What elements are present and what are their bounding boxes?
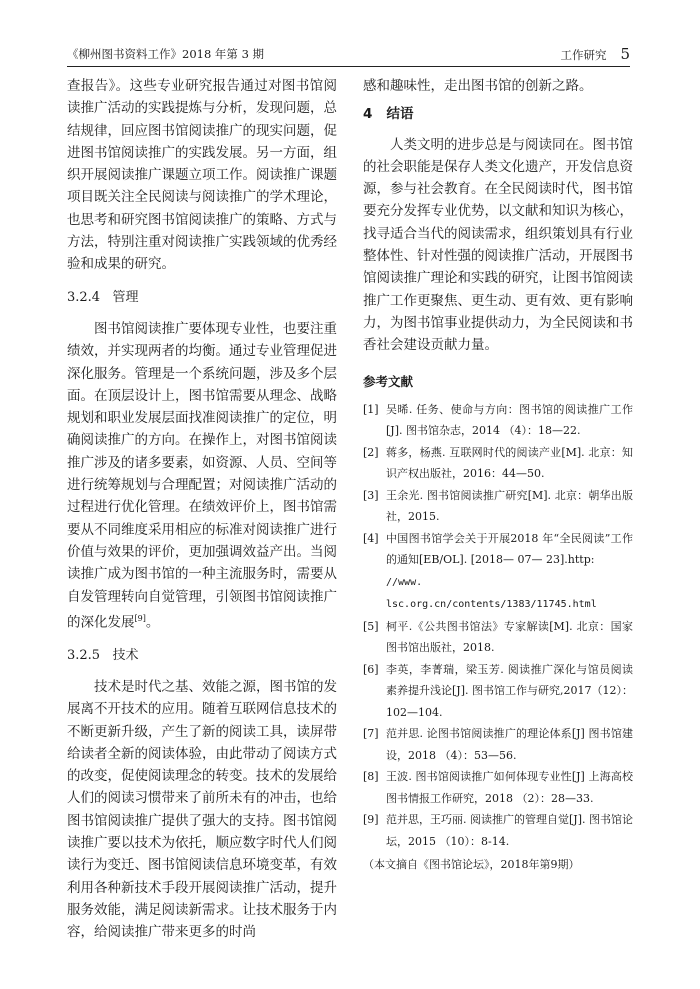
reference-item: [7] 范并思. 论图书馆阅读推广的理论体系[J] 图书馆建设，2018 （4）：53—56. [363,727,633,762]
reference-item: [2] 蒋多，杨燕. 互联网时代的阅读产业[M]. 北京：知识产权出版社，2016：44—50. [363,445,633,481]
citation: [9] [134,613,146,623]
reference-item: [3] 王余光. 图书馆阅读推广研究[M]. 北京：朝华出版社，2015. [363,488,633,524]
reference-item: [9] 范并思，王巧丽. 阅读推广的管理自觉[J]. 图书馆论坛，2015 （10）：8-14. [363,813,633,848]
right-column [363,75,633,876]
running-header [67,42,630,67]
reference-item: [5] 柯平.《公共图书馆法》专家解读[M]. 北京：国家图书馆出版社，2018. [363,619,633,655]
section-number: 3.2.4 [67,289,101,305]
reference-url: //www. lsc.org.cn/contents/1383/11745.html [386,576,597,611]
section-heading-3-2-4 [67,287,337,309]
header-right [560,42,630,67]
section-heading-4 [363,103,633,125]
reference-item: [6] 李英，李菁瑞，梁玉芳. 阅读推广深化与馆员阅读素养提升浅论[J]. 图书馆工作与研究,2017（12）： 102—104. [363,662,633,719]
reference-list [363,399,633,876]
left-column [67,75,337,943]
section-number: 3.2.5 [67,647,101,663]
paragraph-management: 图书馆阅读推广要体现专业性，也要注重绩效，并实现两者的均衡。通过专业管理促进深化服务。管理是一个系统问题，涉及多个层面。在顶层设计上，图书馆需要从理念、战略规划和职业发展层面找准阅读推广的定位，明确阅读推广的方向。在操作上，对图书馆阅读推广涉及的诸多要素，如资源、人员、空间等进行统筹规划与合理配置；对阅读推广活动的过程进行优化管理。在绩效评价上，图书馆需要从不同维度采用相应的标准对阅读推广进行价值与效果的评价，更加强调效益产出。当阅读推广成为图书馆的一种主流服务时，需要从自发管理转向自觉管理，引领图书馆阅读推广的深化发展[9]。 [67,320,337,631]
paragraph-technology: 技术是时代之基、效能之源，图书馆的发展离不开技术的应用。随着互联网信息技术的不断更新升级，产生了新的阅读工具，读屏带给读者全新的阅读体验，由此带动了阅读方式的改变，促使阅读理念的转变。技术的发展给人们的阅读习惯带来了前所未有的冲击，也给图书馆阅读推广提供了强大的支持。图书馆阅读推广要以技术为依托，顺应数字时代人们阅读行为变迁、图书馆阅读信息环境变革，有效利用各种新技术手段开展阅读推广活动，提升服务效能，满足阅读新需求。让技术服务于内容，给阅读推广带来更多的时尚 [67,678,337,941]
journal-title: 《柳州图书资料工作》2018 年第 3 期 [67,47,265,61]
paragraph-conclusion: 人类文明的进步总是与阅读同在。图书馆的社会职能是保存人类文化遗产，开发信息资源，参与社会教育。在全民阅读时代，图书馆要充分发挥专业优势，以文献和知识为核心，找寻适合当代的阅读需求，组织策划具有行业整体性、针对性强的阅读推广活动，开展图书馆阅读推广理论和实践的研究，让图书馆阅读推广工作更聚焦、更生动、更有效、更有影响力，为图书馆事业提供动力，为全民阅读和书香社会建设贡献力量。 [363,136,633,354]
paragraph-continued: 感和趣味性，走出图书馆的创新之路。 [363,78,593,94]
reference-item: [8] 王波. 图书馆阅读推广如何体现专业性[J] 上海高校图书情报工作研究，2018 （2）：28—33. [363,770,633,805]
paragraph-continued: 查报告》。这些专业研究报告通过对图书馆阅读推广活动的实践提炼与分析，发现问题，总结规律，回应图书馆阅读推广的现实问题，促进图书馆阅读推广的实践发展。另一方面，组织开展阅读推广课题立项工作。阅读推广课题项目既关注全民阅读与阅读推广的学术理论，也思考和研究图书馆阅读推广的策略、方式与方法，特别注重对阅读推广实践领域的优秀经验和成果的研究。 [67,78,337,273]
reference-item: [4] 中国图书馆学会关于开展2018 年“全民阅读”工作的通知[EB/OL]. [2018— 07— 23].http: //www. lsc.org.cn/contents/1383/11745.html [363,531,633,611]
source-note: （本文摘自《图书馆论坛》，2018年第9期） [363,858,580,872]
reference-item: [1] 吴晞. 任务、使命与方向：图书馆的阅读推广工作[J]. 图书馆杂志，2014 （4）：18—22. [363,402,633,438]
section-title: 管理 [112,289,139,305]
section-title: 结语 [386,106,414,123]
references-heading: 参考文献 [363,373,414,389]
section-title: 技术 [112,647,139,663]
section-name: 工作研究 [560,48,607,62]
page-number: 5 [620,45,630,63]
section-heading-3-2-5 [67,645,337,667]
section-number: 4 [363,106,373,123]
